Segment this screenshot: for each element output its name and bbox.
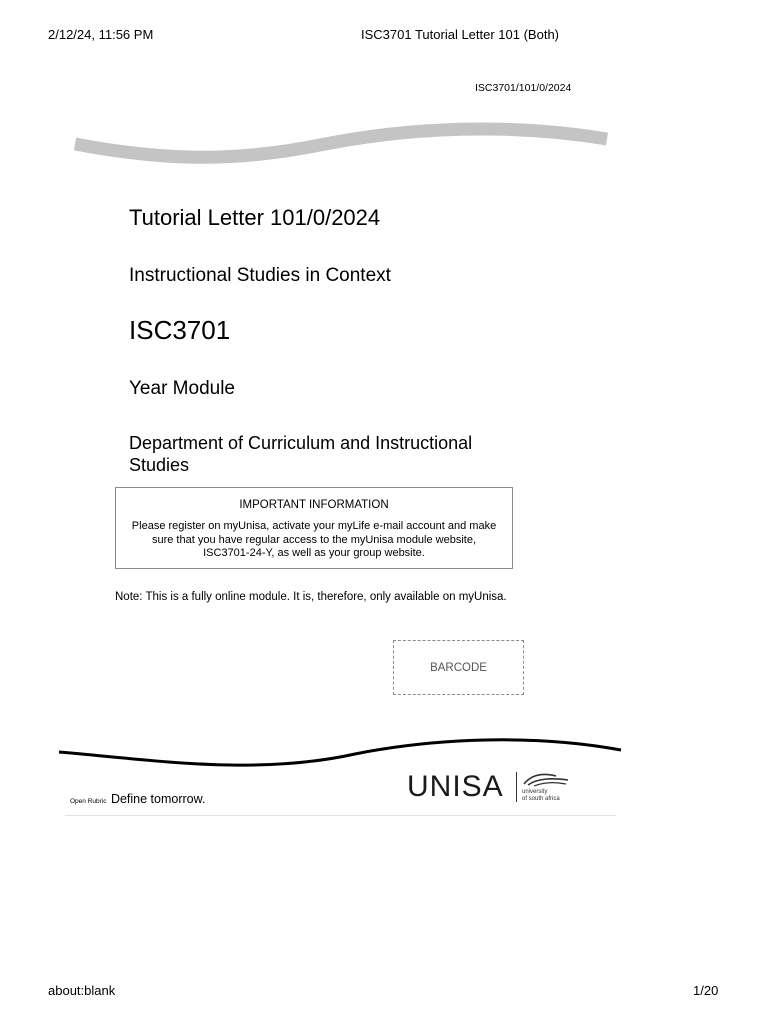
print-footer-page-number: 1/20 [693,983,719,998]
barcode-placeholder [393,640,524,695]
module-type: Year Module [129,378,235,399]
logo-subtitle [522,789,560,802]
decorative-top-wave [70,115,615,165]
document-title: Tutorial Letter 101/0/2024 [129,205,381,230]
decorative-bottom-wave [55,728,625,778]
logo-subtitle-line2: of south africa [522,795,560,802]
unisa-emblem-icon [522,772,572,788]
page-footer-rule [65,815,616,816]
important-information-heading: IMPORTANT INFORMATION [239,499,389,511]
barcode-label: BARCODE [430,661,487,674]
document-code-reference: ISC3701/101/0/2024 [475,82,572,94]
print-header-date: 2/12/24, 11:56 PM [48,27,154,42]
print-header-title: ISC3701 Tutorial Letter 101 (Both) [361,27,560,42]
tagline-small: Open Rubric [70,798,107,805]
department-name: Department of Curriculum and Instructional Studies [129,433,473,475]
document-subtitle: Instructional Studies in Context [129,265,391,286]
tagline [70,790,205,808]
tagline-big: Define tomorrow. [110,792,206,806]
module-code: ISC3701 [129,315,231,345]
important-information-box [115,487,513,569]
print-footer-url: about:blank [48,983,116,998]
logo-subtitle-line1: university [522,789,548,795]
online-module-note: Note: This is a fully online module. It is, therefore, only available on myUnisa. [115,591,507,603]
unisa-wordmark: UNISA [407,770,504,803]
logo-divider [516,772,517,802]
important-information-body: Please register on myUnisa, activate your myLife e-mail account and make sure that you have regular access to the myUnisa module website, ISC3701-24-Y, as well as your group website. [131,520,497,559]
